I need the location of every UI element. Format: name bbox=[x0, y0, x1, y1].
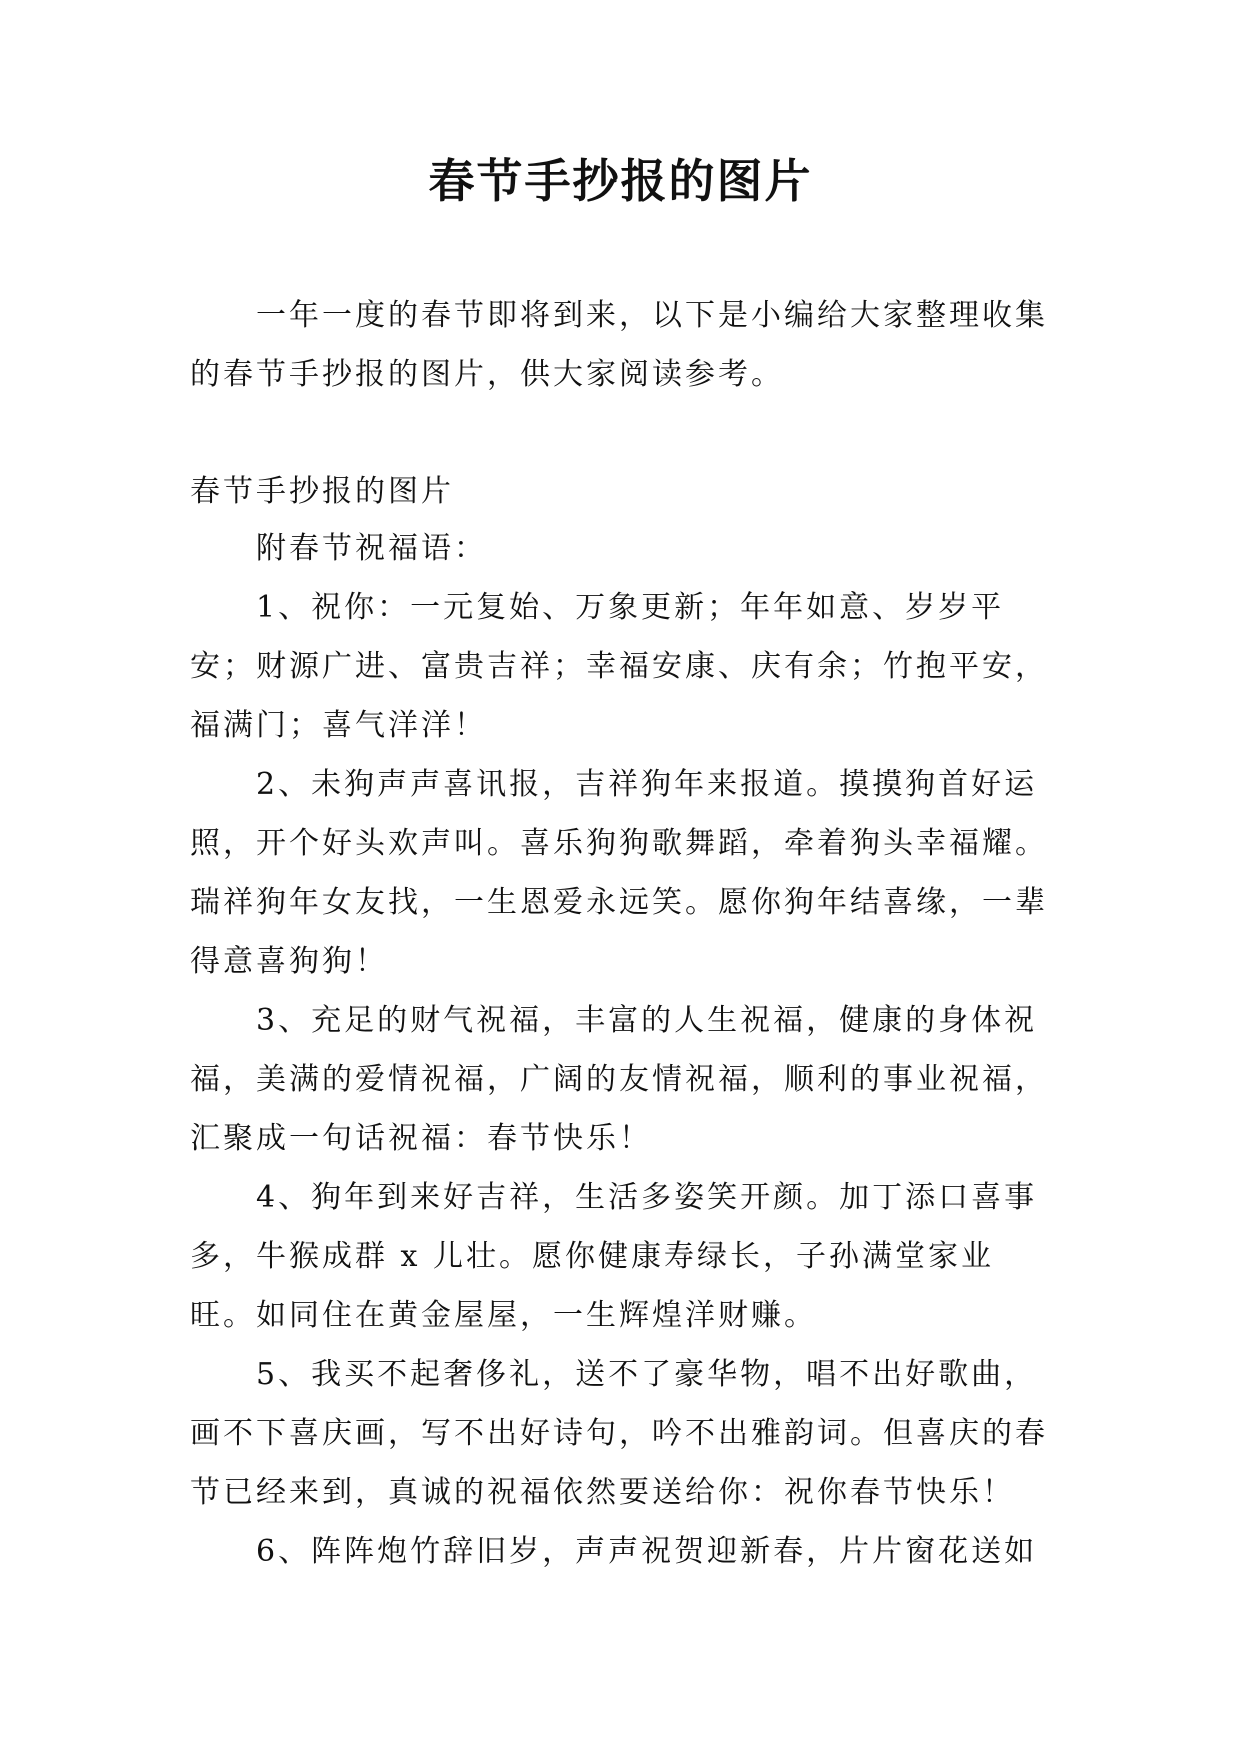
document-title: 春节手抄报的图片 bbox=[428, 154, 813, 208]
blessings-section bbox=[190, 519, 1050, 1581]
blessing-item-3: 3、充足的财气祝福，丰富的人生祝福，健康的身体祝福，美满的爱情祝福，广阔的友情祝福，顺利的事业祝福，汇聚成一句话祝福：春节快乐！ bbox=[190, 1003, 1048, 1156]
blessing-item-1: 1、祝你：一元复始、万象更新；年年如意、岁岁平安；财源广进、富贵吉祥；幸福安康、庆有余；竹抱平安，福满门；喜气洋洋！ bbox=[190, 590, 1048, 743]
section-heading: 春节手抄报的图片 bbox=[190, 474, 454, 509]
blessings-heading: 附春节祝福语： bbox=[256, 531, 487, 566]
blessing-item-4: 4、狗年到来好吉祥，生活多姿笑开颜。加丁添口喜事多，牛猴成群 x 儿壮。愿你健康寿绿长，子孙满堂家业旺。如同住在黄金屋屋，一生辉煌洋财赚。 bbox=[190, 1180, 1038, 1333]
blessing-item-6: 6、阵阵炮竹辞旧岁，声声祝贺迎新春，片片窗花送如 bbox=[256, 1534, 1038, 1569]
intro-paragraph: 一年一度的春节即将到来，以下是小编给大家整理收集的春节手抄报的图片，供大家阅读参考。 bbox=[190, 298, 1048, 392]
blessing-item-5: 5、我买不起奢侈礼，送不了豪华物，唱不出好歌曲，画不下喜庆画，写不出好诗句，吟不出雅韵词。但喜庆的春节已经来到，真诚的祝福依然要送给你：祝你春节快乐！ bbox=[190, 1357, 1048, 1510]
blessing-item-2: 2、未狗声声喜讯报，吉祥狗年来报道。摸摸狗首好运照，开个好头欢声叫。喜乐狗狗歌舞蹈，牵着狗头幸福耀。瑞祥狗年女友找，一生恩爱永远笑。愿你狗年结喜缘，一辈得意喜狗狗！ bbox=[190, 767, 1048, 979]
